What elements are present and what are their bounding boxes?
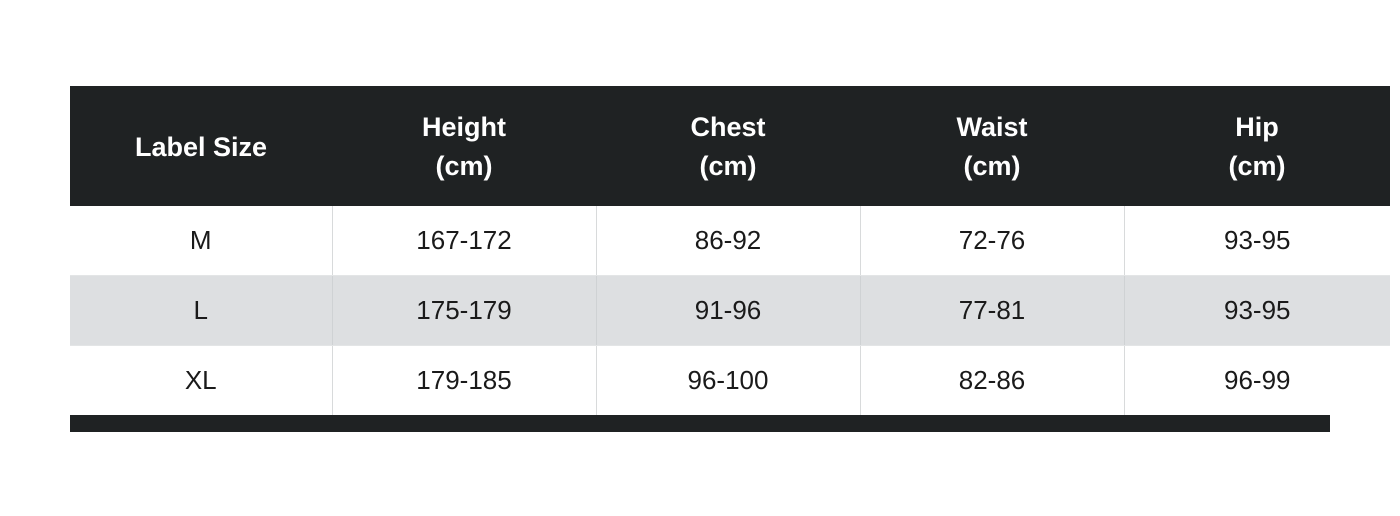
cell-waist: 77-81 [860,276,1124,346]
cell-label-size: XL [70,346,332,416]
cell-waist: 72-76 [860,206,1124,276]
cell-waist: 82-86 [860,346,1124,416]
table-body [70,206,1390,415]
cell-height: 167-172 [332,206,596,276]
cell-chest: 86-92 [596,206,860,276]
cell-height: 179-185 [332,346,596,416]
table-header [70,86,1390,206]
cell-height: 175-179 [332,276,596,346]
cell-hip: 96-99 [1124,346,1390,416]
header-title: Height [422,112,506,142]
header-title: Hip [1235,112,1279,142]
column-header-label-size [70,86,332,206]
size-table-container [70,86,1330,432]
column-header-height [332,86,596,206]
column-header-chest [596,86,860,206]
header-unit: (cm) [963,151,1021,182]
header-title: Label Size [134,131,268,162]
table-row [70,276,1390,346]
header-title: Chest [690,112,766,142]
table-row [70,206,1390,276]
table-footer-bar [70,415,1330,432]
cell-chest: 96-100 [596,346,860,416]
column-header-hip [1124,86,1390,206]
header-unit: (cm) [1228,151,1286,182]
cell-label-size: M [70,206,332,276]
header-unit: (cm) [699,151,757,182]
cell-hip: 93-95 [1124,276,1390,346]
header-title: Waist [956,112,1028,142]
cell-chest: 91-96 [596,276,860,346]
size-chart-table [70,86,1390,415]
cell-hip: 93-95 [1124,206,1390,276]
header-unit: (cm) [435,151,493,182]
header-row [70,86,1390,206]
cell-label-size: L [70,276,332,346]
table-row [70,346,1390,416]
column-header-waist [860,86,1124,206]
